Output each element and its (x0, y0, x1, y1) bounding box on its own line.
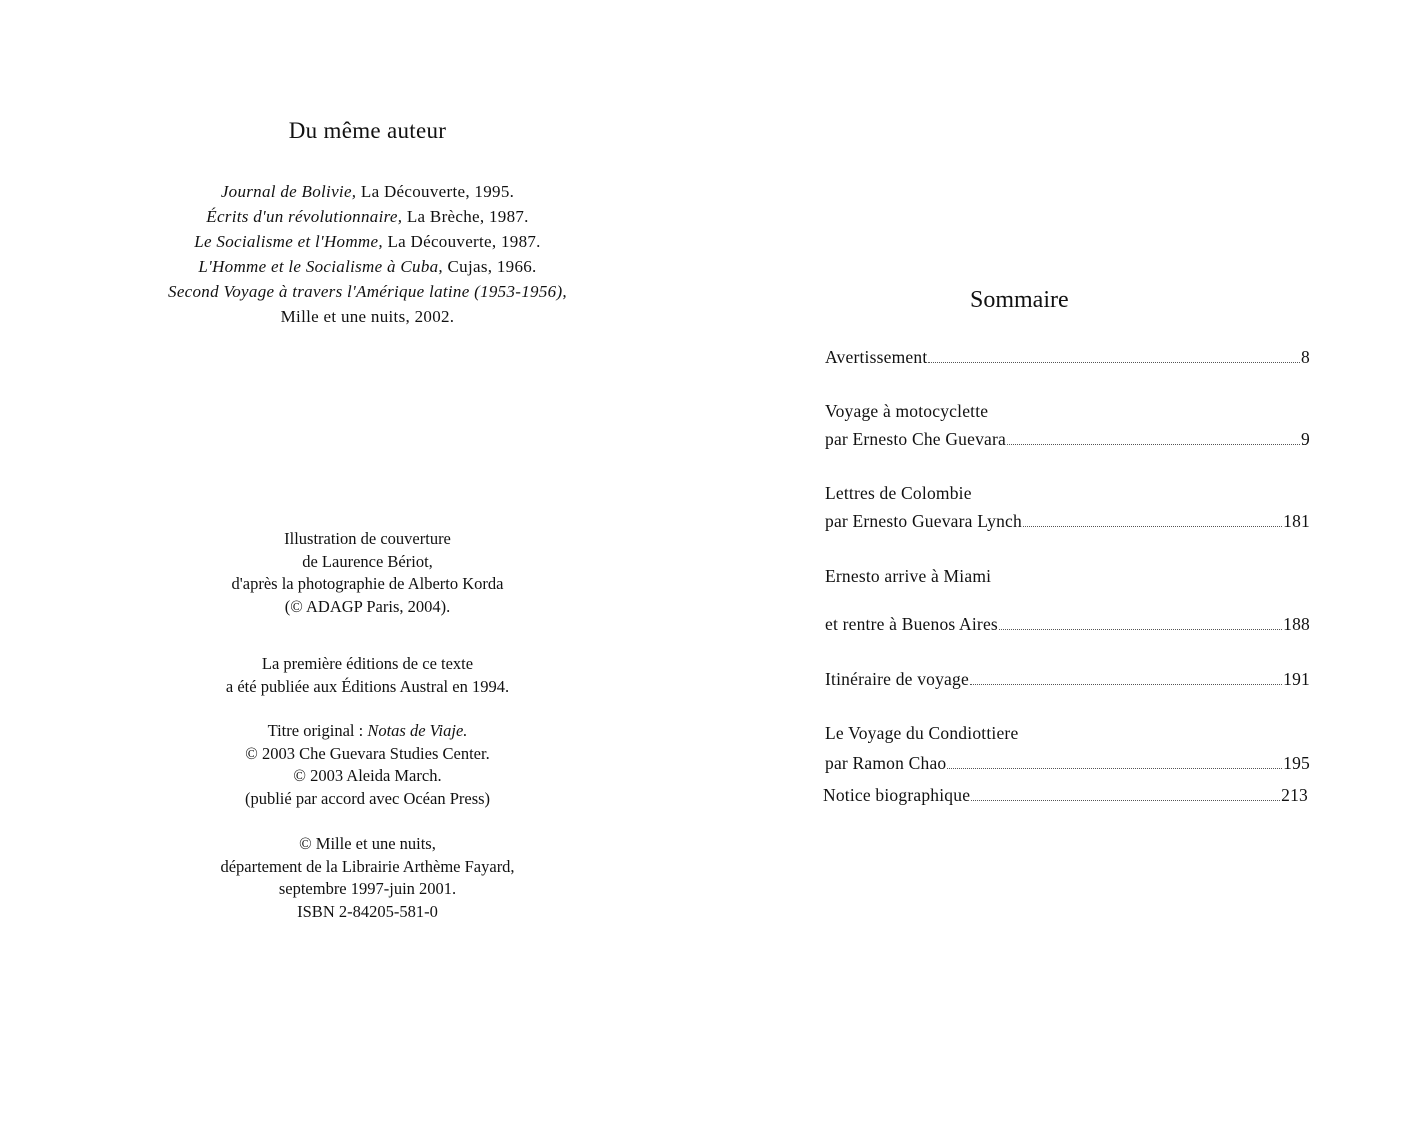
copyright-line: © 2003 Aleida March. (293, 766, 442, 785)
toc-entry-itineraire (825, 669, 1310, 690)
work-publisher: La Brèche, 1987. (402, 207, 529, 226)
dot-leader (928, 361, 1300, 363)
work-title: Écrits d'un révolutionnaire, (206, 207, 403, 226)
toc-page-number: 181 (1283, 511, 1310, 531)
original-title: Notas de Viaje. (367, 721, 468, 740)
toc-entry-miami (825, 614, 1310, 635)
work-publisher: Cujas, 1966. (442, 257, 537, 276)
isbn-line: ISBN 2-84205-581-0 (297, 901, 438, 921)
copyright-block (0, 720, 735, 810)
work-item-continuation: Mille et une nuits, 2002. (280, 307, 455, 326)
dot-leader (1007, 443, 1300, 445)
toc-page-number: 213 (1281, 785, 1308, 805)
credit-line: (© ADAGP Paris, 2004). (284, 596, 451, 616)
toc-entry-avertissement (825, 347, 1310, 368)
first-edition-line: La première éditions de ce texte (261, 654, 474, 673)
credit-line: de Laurence Bériot, (302, 551, 433, 571)
toc-label: par Ernesto Guevara Lynch (825, 511, 1022, 531)
toc-label: Notice biographique (823, 785, 971, 805)
copyright-line: © 2003 Che Guevara Studies Center. (245, 743, 490, 763)
work-title: Second Voyage à travers l'Amérique latine (1953-1956), (168, 282, 567, 301)
toc-entry-voyage (825, 429, 1310, 450)
toc-title-voyage: Voyage à motocyclette (825, 401, 989, 421)
dot-leader (971, 799, 1280, 801)
toc-title-condottiere: Le Voyage du Condiottiere (825, 723, 1019, 743)
toc-page-number: 195 (1283, 753, 1310, 773)
dot-leader (999, 628, 1282, 630)
publisher-line: © Mille et une nuits, (299, 834, 436, 853)
toc-page-number: 188 (1283, 614, 1310, 634)
work-publisher: La Découverte, 1987. (382, 232, 541, 251)
toc-label: par Ramon Chao (825, 753, 947, 773)
publisher-line: département de la Librairie Arthème Fayard, (220, 856, 515, 876)
toc-label: Avertissement (825, 347, 928, 367)
toc-title-miami: Ernesto arrive à Miami (825, 566, 992, 586)
first-edition-note (0, 653, 735, 698)
works-list (0, 179, 735, 329)
toc-label: Itinéraire de voyage (825, 669, 969, 689)
illustration-credit (0, 528, 735, 618)
work-item (0, 204, 735, 229)
work-title: Journal de Bolivie, (220, 182, 357, 201)
toc-entry-notice (823, 785, 1308, 806)
work-item (0, 254, 735, 279)
original-title-line (0, 720, 735, 743)
credit-line: Illustration de couverture (284, 529, 451, 548)
work-item (0, 229, 735, 254)
du-meme-auteur-heading: Du même auteur (288, 118, 447, 143)
toc-page-number: 8 (1301, 347, 1310, 367)
toc-title-lettres: Lettres de Colombie (825, 483, 972, 503)
publisher-line: septembre 1997-juin 2001. (278, 879, 457, 898)
dot-leader (1023, 525, 1282, 527)
toc-page-number: 9 (1301, 429, 1310, 449)
toc-entry-lettres (825, 511, 1310, 532)
work-title: L'Homme et le Socialisme à Cuba, (198, 257, 443, 276)
sommaire-heading: Sommaire (970, 287, 1069, 313)
toc-label: par Ernesto Che Guevara (825, 429, 1006, 449)
work-item (0, 279, 735, 304)
original-title-label: Titre original : (267, 721, 368, 740)
copyright-line: (publié par accord avec Océan Press) (244, 788, 491, 808)
work-title: Le Socialisme et l'Homme, (194, 232, 383, 251)
dot-leader (970, 683, 1282, 685)
toc-page-number: 191 (1283, 669, 1310, 689)
work-item (0, 179, 735, 204)
toc-label: et rentre à Buenos Aires (825, 614, 998, 634)
right-page (735, 0, 1421, 1128)
toc-entry-condottiere (825, 753, 1310, 774)
publisher-block (0, 833, 735, 923)
dot-leader (947, 767, 1282, 769)
work-publisher: La Découverte, 1995. (356, 182, 515, 201)
first-edition-line: a été publiée aux Éditions Austral en 1994. (225, 676, 510, 696)
credit-line: d'après la photographie de Alberto Korda (231, 574, 504, 593)
